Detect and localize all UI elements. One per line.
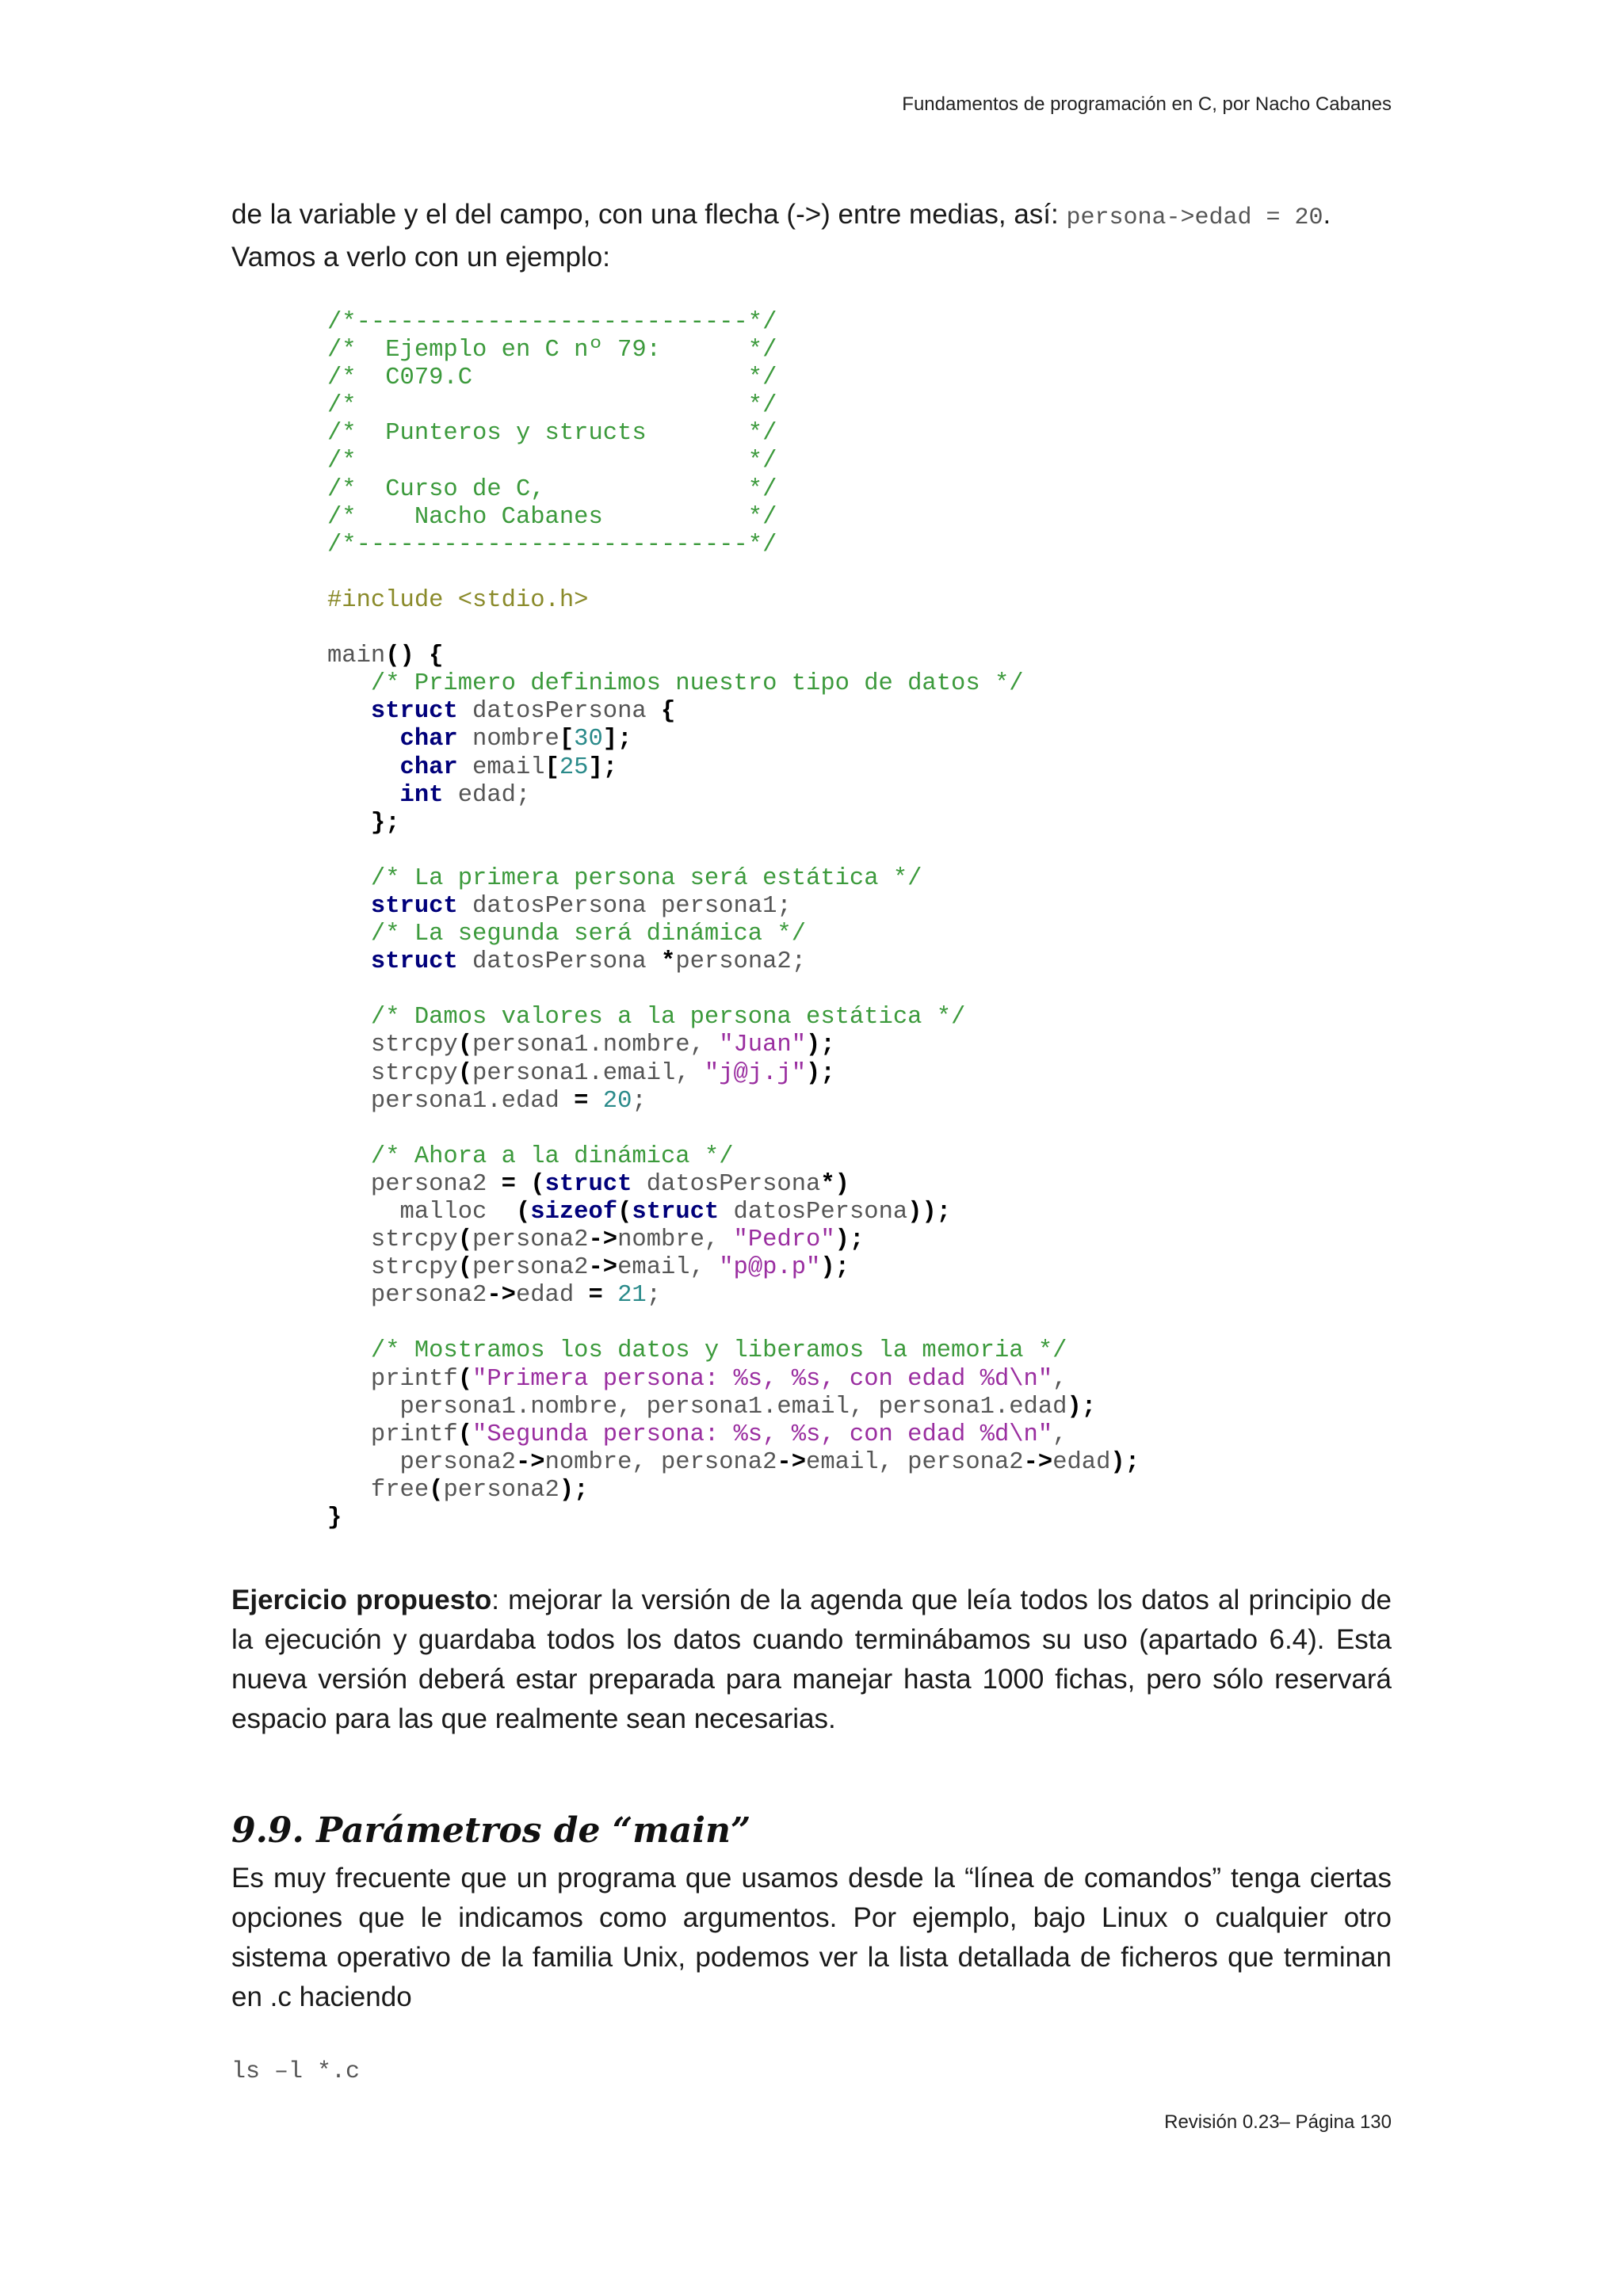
code-line (327, 1505, 1140, 1532)
code-token: datosPersona (457, 948, 661, 976)
code-token: persona2 (327, 1448, 516, 1476)
code-line (327, 1032, 1140, 1059)
code-token: strcpy (327, 1226, 458, 1254)
code-token: int (399, 781, 444, 809)
code-token: 20 (602, 1087, 632, 1115)
code-token: edad; (443, 781, 531, 809)
code-token: #include <stdio.h> (327, 586, 589, 614)
code-token: )); (907, 1199, 952, 1226)
code-token: = (588, 1282, 603, 1310)
code-token: /* La primera persona será estática */ (370, 864, 922, 892)
code-token: "Primera persona: %s, %s, con edad %d\n" (472, 1365, 1053, 1393)
code-line (327, 670, 1140, 698)
code-token (414, 643, 429, 669)
code-token: nombre (457, 726, 559, 753)
code-token: persona2 (327, 1282, 487, 1310)
code-token: ( (429, 1476, 444, 1504)
code-token: struct (370, 698, 458, 726)
command-example: ls –l *.c (231, 2058, 361, 2085)
code-token: /* Mostramos los datos y liberamos la memoria */ (370, 1337, 1067, 1365)
code-token: malloc (327, 1199, 516, 1226)
code-line (327, 559, 1140, 587)
code-line (327, 1394, 1140, 1421)
code-token: char (399, 726, 458, 753)
code-token: ); (559, 1476, 589, 1504)
code-line (327, 1477, 1140, 1505)
code-token: /* Curso de C, */ (327, 475, 777, 503)
code-line (327, 1254, 1140, 1282)
code-token: , (1052, 1365, 1067, 1393)
code-token (516, 1171, 530, 1198)
code-token: -> (515, 1448, 545, 1476)
code-line (327, 754, 1140, 782)
code-token: email (457, 753, 545, 781)
code-token: ( (515, 1199, 531, 1226)
code-token: { (429, 643, 444, 670)
code-token: }; (370, 809, 400, 837)
code-token: persona1.nombre, (472, 1032, 720, 1059)
code-line (327, 504, 1140, 532)
code-token: ); (1067, 1393, 1097, 1421)
exercise-paragraph (231, 1581, 1392, 1739)
code-listing (327, 309, 1140, 1532)
code-token: strcpy (327, 1254, 458, 1282)
code-token: ]; (602, 726, 632, 753)
code-line (327, 1337, 1140, 1365)
code-token: 30 (574, 726, 603, 753)
code-token: ( (457, 1226, 473, 1254)
code-token (588, 1088, 602, 1115)
code-token: /* Nacho Cabanes */ (327, 503, 777, 531)
code-token: { (661, 698, 676, 726)
code-token: strcpy (327, 1059, 458, 1087)
code-token: [ (544, 753, 559, 781)
code-token: printf (327, 1365, 458, 1393)
code-line (327, 893, 1140, 921)
code-token: ); (820, 1254, 850, 1282)
code-token: /* */ (327, 392, 777, 420)
code-token: -> (1023, 1448, 1053, 1476)
code-token: strcpy (327, 1032, 458, 1059)
section-heading: 9.9. Parámetros de “main” (231, 1810, 751, 1851)
code-line (327, 948, 1140, 976)
code-token: /* Ahora a la dinámica */ (370, 1142, 734, 1170)
code-token: nombre, (617, 1226, 734, 1254)
code-token: /* Damos valores a la persona estática */ (370, 1004, 966, 1032)
code-line (327, 837, 1140, 865)
code-line (327, 782, 1140, 810)
code-token (327, 754, 400, 781)
code-line (327, 921, 1140, 948)
code-token: printf (327, 1421, 458, 1448)
code-token (327, 948, 371, 975)
code-token: /*---------------------------*/ (327, 309, 777, 336)
code-token: char (399, 753, 458, 781)
code-token: ); (806, 1059, 835, 1087)
code-line (327, 309, 1140, 337)
code-token: struct (370, 892, 458, 920)
code-token: persona1.email, (472, 1059, 705, 1087)
code-line (327, 1449, 1140, 1477)
code-token: /* Primero definimos nuestro tipo de datos */ (370, 670, 1024, 698)
code-token: ( (617, 1199, 632, 1226)
code-token (327, 921, 371, 948)
code-token: email, (617, 1254, 720, 1282)
intro-text-2: Vamos a verlo con un ejemplo: (231, 242, 610, 273)
code-token: -> (588, 1254, 618, 1282)
code-token: /* Ejemplo en C nº 79: */ (327, 337, 777, 364)
code-line (327, 1060, 1140, 1088)
code-token: /*---------------------------*/ (327, 531, 777, 559)
code-token: ( (457, 1254, 473, 1282)
code-token (327, 698, 371, 725)
code-token: persona2 (327, 1170, 502, 1198)
code-token: /* */ (327, 448, 777, 475)
code-token: -> (588, 1226, 618, 1254)
code-token (327, 782, 400, 809)
page-footer: Revisión 0.23– Página 130 (1164, 2111, 1392, 2133)
code-token: "p@p.p" (719, 1254, 821, 1282)
code-line (327, 615, 1140, 643)
code-line (327, 337, 1140, 364)
code-token (327, 726, 400, 753)
code-line (327, 448, 1140, 475)
code-line (327, 1088, 1140, 1116)
code-token (327, 1337, 371, 1364)
page-header: Fundamentos de programación en C, por Nacho Cabanes (902, 93, 1392, 115)
code-token: persona1.edad (327, 1087, 575, 1115)
code-token: persona2 (472, 1254, 589, 1282)
code-token: , (1052, 1421, 1067, 1448)
code-line (327, 976, 1140, 1004)
code-token: ( (457, 1059, 473, 1087)
code-line (327, 698, 1140, 726)
code-token: /* Punteros y structs */ (327, 420, 777, 448)
code-line (327, 1143, 1140, 1171)
code-token: "j@j.j" (704, 1059, 807, 1087)
code-token: edad (515, 1282, 589, 1310)
code-token: struct (544, 1170, 632, 1198)
code-token (327, 893, 371, 920)
code-token (327, 810, 371, 837)
code-token: } (327, 1505, 342, 1532)
code-token: ( (457, 1032, 473, 1059)
code-token (327, 670, 371, 697)
code-token: ( (457, 1421, 473, 1448)
code-token: persona2 (472, 1226, 589, 1254)
code-token: datosPersona (457, 698, 661, 726)
code-line (327, 1421, 1140, 1449)
code-token: *) (820, 1170, 850, 1198)
code-token: datosPersona (632, 1170, 821, 1198)
code-line (327, 643, 1140, 670)
code-token: struct (370, 948, 458, 976)
section-body: Es muy frecuente que un programa que usamos desde la “línea de comandos” tenga ciertas opciones que le indicamos como argumentos. Por ejemplo, bajo Linux o cualquier otro sistema operativo de la familia Unix, podemos ver la lista detallada de ficheros que terminan en .c haciendo (231, 1863, 1392, 2012)
code-line (327, 420, 1140, 448)
code-token: [ (559, 726, 575, 753)
code-token: "Pedro" (733, 1226, 835, 1254)
code-token: ( (457, 1365, 473, 1393)
code-token: persona1.nombre, persona1.email, persona1.edad (327, 1393, 1067, 1421)
code-token: struct (632, 1199, 720, 1226)
code-line (327, 476, 1140, 504)
code-token: = (574, 1087, 589, 1115)
code-token: ( (530, 1170, 545, 1198)
code-token: sizeof (530, 1199, 618, 1226)
code-token: free (327, 1476, 430, 1504)
code-token: ); (806, 1032, 835, 1059)
exercise-label: Ejercicio propuesto (231, 1585, 492, 1615)
code-line (327, 1004, 1140, 1032)
code-token: "Juan" (719, 1032, 807, 1059)
code-token (327, 1143, 371, 1170)
intro-period: . (1323, 199, 1331, 230)
inline-code-example: persona->edad = 20 (1066, 204, 1323, 231)
code-line (327, 587, 1140, 615)
code-token: "Segunda persona: %s, %s, con edad %d\n" (472, 1421, 1053, 1448)
code-token: -> (487, 1282, 516, 1310)
code-line (327, 810, 1140, 837)
code-line (327, 1171, 1140, 1199)
code-line (327, 532, 1140, 559)
code-line (327, 726, 1140, 753)
code-line (327, 1116, 1140, 1143)
code-token: ); (834, 1226, 865, 1254)
intro-text: de la variable y el del campo, con una flecha (->) entre medias, así: (231, 199, 1067, 230)
code-line (327, 364, 1140, 392)
code-token (327, 1004, 371, 1031)
code-line (327, 1199, 1140, 1226)
code-token (327, 865, 371, 892)
code-token: ; (632, 1087, 647, 1115)
code-token: email, persona2 (806, 1448, 1024, 1476)
code-line (327, 865, 1140, 893)
code-token: datosPersona persona1; (457, 892, 792, 920)
code-token: main (327, 643, 386, 670)
code-token: nombre, persona2 (544, 1448, 777, 1476)
code-line (327, 1310, 1140, 1337)
code-token: /* La segunda será dinámica */ (370, 921, 807, 948)
code-token: ]; (588, 753, 618, 781)
code-line (327, 1282, 1140, 1310)
code-token: ); (1110, 1448, 1140, 1476)
code-token: 21 (617, 1282, 647, 1310)
code-token: edad (1052, 1448, 1111, 1476)
code-token: -> (777, 1448, 807, 1476)
code-token: persona2 (443, 1476, 559, 1504)
code-token: datosPersona (719, 1199, 908, 1226)
code-line (327, 1226, 1140, 1254)
code-token: = (501, 1170, 516, 1198)
code-token (603, 1282, 617, 1309)
code-token: 25 (559, 753, 589, 781)
code-line (327, 1366, 1140, 1394)
code-line (327, 392, 1140, 420)
code-token: () (385, 643, 414, 670)
intro-paragraph (231, 195, 1392, 277)
code-token: * (661, 948, 676, 976)
code-token: ; (646, 1282, 662, 1310)
exercise-text: : mejorar la versión de la agenda que leía todos los datos al principio de la ejecución y guardaba todos los datos cuando terminábamos su uso (apartado 6.4). Esta nueva versión deberá estar preparada para manejar hasta 1000 fichas, pero sólo reservará espacio para las que realmente sean necesarias. (231, 1585, 1392, 1734)
code-token: persona2; (675, 948, 807, 976)
code-token: /* C079.C */ (327, 364, 777, 392)
